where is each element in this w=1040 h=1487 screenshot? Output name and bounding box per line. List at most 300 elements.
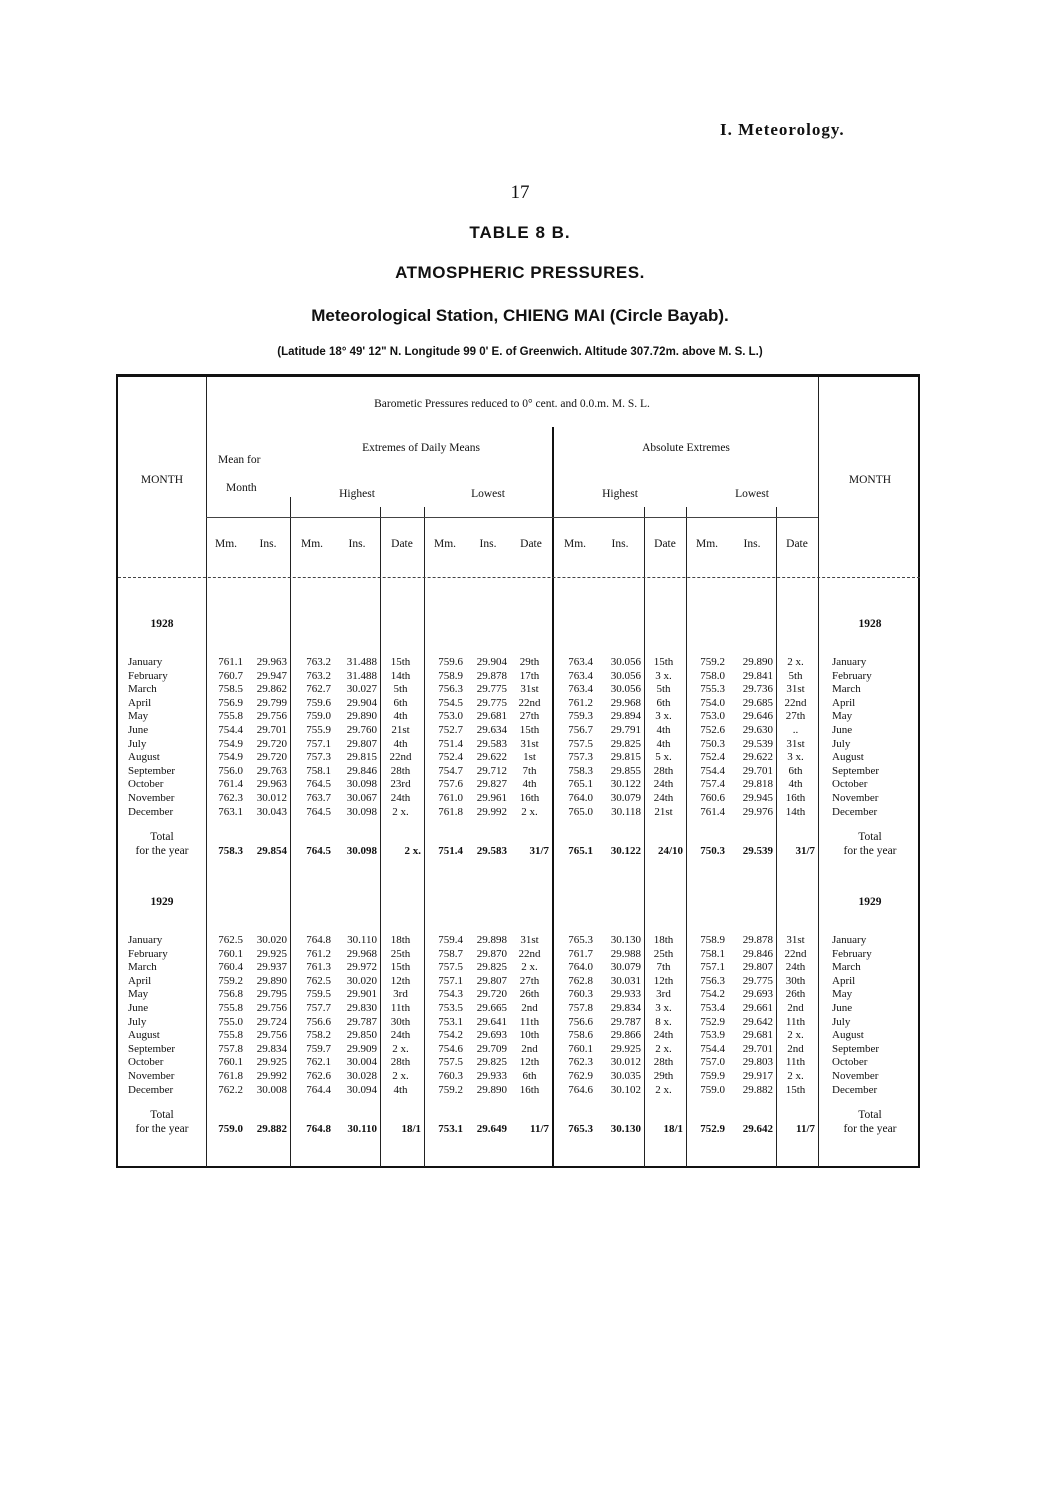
total-label: Total xyxy=(150,831,174,844)
table-cell: 764.8 xyxy=(306,934,331,946)
table-cell: 754.7 xyxy=(438,764,463,777)
table-cell: 29.901 xyxy=(346,988,377,1001)
total-cell: 29.583 xyxy=(476,845,507,858)
table-cell: 24th xyxy=(653,1029,674,1042)
table-cell: 4th xyxy=(656,737,671,750)
table-cell: 759.9 xyxy=(700,1070,725,1082)
table-cell: 764.0 xyxy=(568,961,593,974)
month-label-right: July xyxy=(832,737,851,750)
month-label-right: September xyxy=(832,1042,880,1055)
total-cell: 759.0 xyxy=(218,1123,243,1136)
table-cell: 3 x. xyxy=(787,751,804,764)
table-cell: 12th xyxy=(653,974,674,987)
table-cell: 758.3 xyxy=(568,764,593,777)
table-cell: 29.825 xyxy=(610,737,641,750)
table-cell: 762.3 xyxy=(568,1056,593,1069)
table-cell: 762.3 xyxy=(218,792,243,804)
table-cell: 29.720 xyxy=(256,751,287,764)
total-cell: 29.649 xyxy=(476,1123,507,1136)
table-cell: 762.5 xyxy=(218,934,243,946)
table-cell: 30th xyxy=(390,1015,411,1028)
table-cell: 29.909 xyxy=(346,1042,377,1055)
table-cell: 762.6 xyxy=(306,1070,331,1082)
table-cell: 762.5 xyxy=(306,974,331,987)
month-label-left: May xyxy=(128,710,149,723)
mm-header: Mm. xyxy=(214,538,238,550)
table-cell: 2 x. xyxy=(392,1070,409,1082)
table-cell: 761.8 xyxy=(218,1070,243,1082)
month-label-right: October xyxy=(832,1056,868,1069)
table-cell: 29.646 xyxy=(742,710,773,723)
total-label: Total xyxy=(858,1109,882,1122)
table-cell: 30.130 xyxy=(610,934,641,946)
table-cell: 29.815 xyxy=(346,751,377,764)
table-cell: 29.846 xyxy=(346,764,377,777)
table-cell: 4th xyxy=(393,710,408,723)
table-cell: 29.890 xyxy=(476,1083,507,1096)
table-cell: 29.630 xyxy=(742,724,773,736)
ins-header: Ins. xyxy=(743,538,761,550)
month-label-right: December xyxy=(832,805,878,818)
table-cell: 757.1 xyxy=(438,974,463,987)
table-cell: 4th xyxy=(656,724,671,736)
table-cell: 24th xyxy=(653,792,674,804)
table-cell: 29.756 xyxy=(256,1029,287,1042)
table-cell: 762.8 xyxy=(568,974,593,987)
month-label-left: April xyxy=(128,696,152,709)
table-cell: 29.882 xyxy=(742,1083,773,1096)
table-cell: 30.094 xyxy=(346,1083,377,1096)
month-label-right: November xyxy=(832,792,879,804)
table-cell: 3 x. xyxy=(655,669,672,682)
table-cell: 763.2 xyxy=(306,669,331,682)
total-cell: 764.8 xyxy=(306,1123,331,1136)
table-cell: 29.850 xyxy=(346,1029,377,1042)
table-cell: 24th xyxy=(653,778,674,791)
month-label-left: June xyxy=(128,724,149,736)
table-cell: 754.4 xyxy=(218,724,243,736)
month-label-left: May xyxy=(128,988,149,1001)
table-cell: 30.098 xyxy=(346,805,377,818)
mm-header: Mm. xyxy=(563,538,587,550)
table-cell: 18th xyxy=(653,934,674,946)
month-label-right: June xyxy=(832,724,853,736)
table-cell: 5th xyxy=(656,683,671,696)
month-label-right: April xyxy=(832,974,856,987)
table-cell: 752.9 xyxy=(700,1015,725,1028)
table-cell: 29.988 xyxy=(610,947,641,960)
table-cell: 2 x. xyxy=(392,805,409,818)
table-cell: 15th xyxy=(390,961,411,974)
table-cell: 21st xyxy=(654,805,673,818)
table-cell: 29.963 xyxy=(256,778,287,791)
date-header: Date xyxy=(786,538,808,550)
table-cell: 29.904 xyxy=(346,696,377,709)
table-cell: 30.020 xyxy=(256,934,287,946)
table-cell: 759.2 xyxy=(218,974,243,987)
table-cell: 16th xyxy=(785,792,806,804)
table-cell: 31.488 xyxy=(346,656,377,668)
table-cell: 24th xyxy=(785,961,806,974)
month-label-left: October xyxy=(128,1056,164,1069)
table-cell: 759.5 xyxy=(306,988,331,1001)
table-cell: 29.818 xyxy=(742,778,773,791)
table-cell: 758.0 xyxy=(700,669,725,682)
table-cell: 762.2 xyxy=(218,1083,243,1096)
table-cell: 763.2 xyxy=(306,656,331,668)
month-label-right: December xyxy=(832,1083,878,1096)
table-cell: 753.9 xyxy=(700,1029,725,1042)
table-cell: 753.5 xyxy=(438,1002,463,1014)
table-cell: 30th xyxy=(785,974,806,987)
total-cell: 758.3 xyxy=(218,845,243,858)
table-cell: 29.976 xyxy=(742,805,773,818)
table-cell: 29.890 xyxy=(742,656,773,668)
table-cell: 29.775 xyxy=(476,696,507,709)
table-cell: 29.890 xyxy=(256,974,287,987)
table-cell: 757.7 xyxy=(306,1002,331,1014)
table-cell: 27th xyxy=(519,974,540,987)
table-cell: 29.693 xyxy=(476,1029,507,1042)
table-cell: 764.0 xyxy=(568,792,593,804)
table-cell: 26th xyxy=(785,988,806,1001)
total-cell: 30.130 xyxy=(610,1123,641,1136)
total-cell: 30.110 xyxy=(347,1123,377,1136)
month-label-left: December xyxy=(128,1083,174,1096)
table-cell: 762.1 xyxy=(306,1056,331,1069)
table-cell: 764.4 xyxy=(306,1083,331,1096)
table-cell: 757.4 xyxy=(700,778,725,791)
month-label-left: July xyxy=(128,1015,147,1028)
table-cell: 753.4 xyxy=(700,1002,725,1014)
table-cell: 764.6 xyxy=(568,1083,593,1096)
banner-header: Barometic Pressures reduced to 0° cent. and 0.0.m. M. S. L. xyxy=(374,398,650,410)
table-cell: 5th xyxy=(393,683,408,696)
table-cell: 759.0 xyxy=(700,1083,725,1096)
table-cell: 29.803 xyxy=(742,1056,773,1069)
table-cell: 3 x. xyxy=(655,1002,672,1014)
table-cell: 29.917 xyxy=(742,1070,773,1082)
table-cell: 764.5 xyxy=(306,805,331,818)
month-label-right: November xyxy=(832,1070,879,1082)
table-cell: 758.7 xyxy=(438,947,463,960)
table-cell: 29.834 xyxy=(610,1002,641,1014)
table-cell: 756.8 xyxy=(218,988,243,1001)
table-cell: 30.043 xyxy=(256,805,287,818)
table-cell: 29.775 xyxy=(476,683,507,696)
station-name: Meteorological Station, CHIENG MAI (Circle Bayab). xyxy=(311,306,729,325)
total-cell: 2 x. xyxy=(404,845,421,858)
table-cell: 29th xyxy=(519,656,540,668)
table-cell: 29.665 xyxy=(476,1002,507,1014)
table-cell: 26th xyxy=(519,988,540,1001)
table-cell: 30.004 xyxy=(346,1056,377,1069)
month-label-left: October xyxy=(128,778,164,791)
table-cell: 29.701 xyxy=(742,764,773,777)
table-cell: 29.870 xyxy=(476,947,507,960)
table-cell: 16th xyxy=(519,1083,540,1096)
table-cell: 5th xyxy=(788,669,803,682)
table-cell: 757.0 xyxy=(700,1056,725,1069)
month-label-right: July xyxy=(832,1015,851,1028)
table-cell: 2 x. xyxy=(787,1029,804,1042)
table-cell: 763.4 xyxy=(568,669,593,682)
table-label: TABLE 8 B. xyxy=(469,223,571,242)
mm-header: Mm. xyxy=(433,538,457,550)
table-title: ATMOSPHERIC PRESSURES. xyxy=(395,263,645,282)
table-cell: 2nd xyxy=(787,1042,804,1055)
table-cell: 29.841 xyxy=(742,669,773,682)
absolute-extremes-header: Absolute Extremes xyxy=(642,442,730,454)
table-cell: 22nd xyxy=(784,696,807,709)
table-cell: 29.701 xyxy=(256,724,287,736)
table-cell: 760.7 xyxy=(218,669,243,682)
total-cell: 765.1 xyxy=(568,845,593,858)
table-cell: 29.937 xyxy=(256,961,287,974)
table-cell: 754.6 xyxy=(438,1042,463,1055)
table-cell: 30.098 xyxy=(346,778,377,791)
total-cell: 30.098 xyxy=(346,845,377,858)
year-label-right: 1928 xyxy=(858,618,882,630)
table-cell: 29.961 xyxy=(476,792,507,804)
total-cell: 29.642 xyxy=(742,1123,773,1136)
table-cell: 29.685 xyxy=(742,696,773,709)
table-cell: 756.7 xyxy=(568,724,593,736)
table-cell: 18th xyxy=(390,934,411,946)
table-cell: 2nd xyxy=(521,1042,538,1055)
table-cell: 757.8 xyxy=(218,1042,243,1055)
table-cell: 29.898 xyxy=(476,934,507,946)
mm-header: Mm. xyxy=(695,538,719,550)
table-cell: 2 x. xyxy=(521,805,538,818)
coordinates-line: (Latitude 18° 49' 12" N. Longitude 99 0' E. of Greenwich. Altitude 307.72m. above M. S. L.) xyxy=(277,346,763,358)
table-cell: 2 x. xyxy=(787,1070,804,1082)
table-cell: 6th xyxy=(393,696,408,709)
table-cell: 29.724 xyxy=(256,1015,287,1028)
table-cell: 23rd xyxy=(390,778,411,791)
total-label: Total xyxy=(150,1109,174,1122)
table-cell: 759.6 xyxy=(438,656,463,668)
total-label: Total xyxy=(858,831,882,844)
total-cell: 752.9 xyxy=(700,1123,725,1136)
table-cell: 30.079 xyxy=(610,792,641,804)
table-cell: 759.7 xyxy=(306,1042,331,1055)
table-cell: 30.012 xyxy=(610,1056,641,1069)
table-cell: 29.830 xyxy=(346,1002,377,1014)
table-cell: 757.3 xyxy=(568,751,593,764)
table-cell: 16th xyxy=(519,792,540,804)
table-cell: 754.2 xyxy=(438,1029,463,1042)
table-cell: 757.5 xyxy=(568,737,593,750)
table-cell: 21st xyxy=(391,724,410,736)
mean-for-header: Mean for xyxy=(218,454,261,466)
table-cell: 765.1 xyxy=(568,778,593,791)
table-cell: 30.056 xyxy=(610,683,641,696)
table-cell: 757.5 xyxy=(438,961,463,974)
month-label-left: December xyxy=(128,805,174,818)
table-cell: 6th xyxy=(788,764,803,777)
table-cell: 29.807 xyxy=(742,961,773,974)
table-cell: 31st xyxy=(520,683,539,696)
table-cell: 757.6 xyxy=(438,778,463,791)
table-cell: 4th xyxy=(393,737,408,750)
table-cell: 29.701 xyxy=(742,1042,773,1055)
table-cell: 27th xyxy=(519,710,540,723)
table-cell: 764.5 xyxy=(306,778,331,791)
table-cell: 758.5 xyxy=(218,683,243,696)
table-cell: 29.866 xyxy=(610,1029,641,1042)
table-cell: 760.3 xyxy=(568,988,593,1001)
month-label-right: September xyxy=(832,764,880,777)
table-cell: 29th xyxy=(653,1070,674,1082)
table-cell: 29.634 xyxy=(476,724,507,736)
month-label-right: February xyxy=(832,669,872,682)
table-cell: 29.968 xyxy=(346,947,377,960)
table-cell: 757.5 xyxy=(438,1056,463,1069)
table-cell: 758.1 xyxy=(700,947,725,960)
table-cell: 29.709 xyxy=(476,1042,507,1055)
table-cell: 30.056 xyxy=(610,656,641,668)
total-cell: 30.122 xyxy=(610,845,641,858)
table-cell: 763.7 xyxy=(306,792,331,804)
date-header: Date xyxy=(654,538,676,550)
month-label-right: October xyxy=(832,778,868,791)
month-label-right: January xyxy=(832,656,867,668)
table-cell: 754.9 xyxy=(218,737,243,750)
total-cell: 751.4 xyxy=(438,845,463,858)
table-cell: 6th xyxy=(656,696,671,709)
table-cell: 756.6 xyxy=(568,1015,593,1028)
table-cell: 15th xyxy=(785,1083,806,1096)
table-cell: 755.8 xyxy=(218,710,243,723)
table-cell: 22nd xyxy=(784,947,807,960)
table-cell: 15th xyxy=(653,656,674,668)
month-subheader: Month xyxy=(226,482,257,494)
table-cell: 29.720 xyxy=(256,737,287,750)
table-cell: 29.641 xyxy=(476,1015,507,1028)
table-cell: 2nd xyxy=(787,1002,804,1014)
table-cell: 751.4 xyxy=(438,737,463,750)
year-label-left: 1928 xyxy=(150,618,174,630)
table-cell: 22nd xyxy=(518,947,541,960)
table-cell: 12th xyxy=(519,1056,540,1069)
table-cell: 28th xyxy=(653,764,674,777)
table-cell: 30.067 xyxy=(346,792,377,804)
table-cell: 760.1 xyxy=(218,1056,243,1069)
table-cell: 759.6 xyxy=(306,696,331,709)
extremes-daily-header: Extremes of Daily Means xyxy=(362,442,480,454)
table-cell: 31st xyxy=(520,934,539,946)
table-cell: 4th xyxy=(788,778,803,791)
table-cell: 25th xyxy=(653,947,674,960)
table-cell: 760.6 xyxy=(700,792,725,804)
table-cell: 2 x. xyxy=(392,1042,409,1055)
table-cell: 29.815 xyxy=(610,751,641,764)
table-cell: 29.799 xyxy=(256,696,287,709)
month-label-left: September xyxy=(128,1042,176,1055)
table-cell: 2 x. xyxy=(655,1083,672,1096)
month-label-right: August xyxy=(832,751,864,764)
highest-header-daily: Highest xyxy=(339,488,375,500)
data-table xyxy=(116,374,920,1168)
table-cell: 29.583 xyxy=(476,737,507,750)
table-cell: 12th xyxy=(390,974,411,987)
table-cell: 2 x. xyxy=(787,656,804,668)
total-cell: 24/10 xyxy=(657,845,683,858)
table-cell: 756.3 xyxy=(438,683,463,696)
highest-header-absolute: Highest xyxy=(602,488,638,500)
table-cell: 4th xyxy=(522,778,537,791)
date-header: Date xyxy=(520,538,542,550)
total-label: for the year xyxy=(843,845,897,858)
table-cell: 31st xyxy=(786,934,805,946)
table-cell: 755.9 xyxy=(306,724,331,736)
table-cell: 29.878 xyxy=(476,669,507,682)
table-cell: 11th xyxy=(785,1056,806,1069)
table-cell: 752.4 xyxy=(700,751,725,764)
table-cell: 28th xyxy=(390,1056,411,1069)
table-cell: 1st xyxy=(523,751,536,764)
table-cell: 29.827 xyxy=(476,778,507,791)
table-cell: 29.825 xyxy=(476,1056,507,1069)
mm-header: Mm. xyxy=(300,538,324,550)
table-cell: 29.622 xyxy=(476,751,507,764)
table-cell: 30.079 xyxy=(610,961,641,974)
total-cell: 765.3 xyxy=(568,1123,593,1136)
table-cell: 30.008 xyxy=(256,1083,287,1096)
table-cell: 29.825 xyxy=(476,961,507,974)
month-header-left: MONTH xyxy=(140,474,184,486)
table-cell: 759.0 xyxy=(306,710,331,723)
table-cell: 7th xyxy=(522,764,537,777)
month-label-left: July xyxy=(128,737,147,750)
table-cell: 30.056 xyxy=(610,669,641,682)
month-label-right: May xyxy=(832,988,853,1001)
table-cell: 29.855 xyxy=(610,764,641,777)
table-cell: 763.1 xyxy=(218,805,243,818)
table-cell: 29.925 xyxy=(610,1042,641,1055)
total-cell: 29.854 xyxy=(256,845,287,858)
total-cell: 753.1 xyxy=(438,1123,463,1136)
table-cell: 29.862 xyxy=(256,683,287,696)
ins-header: Ins. xyxy=(479,538,497,550)
table-cell: 760.1 xyxy=(218,947,243,960)
table-cell: 765.3 xyxy=(568,934,593,946)
month-label-right: June xyxy=(832,1002,853,1014)
total-cell: 764.5 xyxy=(306,845,331,858)
ins-header: Ins. xyxy=(259,538,277,550)
table-cell: 755.8 xyxy=(218,1002,243,1014)
table-cell: 752.7 xyxy=(438,724,463,736)
table-cell: 758.2 xyxy=(306,1029,331,1042)
table-cell: 22nd xyxy=(389,751,412,764)
total-cell: 31/7 xyxy=(795,845,815,858)
table-cell: 15th xyxy=(519,724,540,736)
page-number: 17 xyxy=(510,182,530,203)
table-cell: 11th xyxy=(785,1015,806,1028)
total-label: for the year xyxy=(135,1123,189,1136)
table-cell: 761.3 xyxy=(306,961,331,974)
table-cell: 754.5 xyxy=(438,696,463,709)
table-cell: 29.539 xyxy=(742,737,773,750)
table-cell: 30.031 xyxy=(610,974,641,987)
table-cell: 30.110 xyxy=(347,934,377,946)
table-cell: 5 x. xyxy=(655,751,672,764)
table-cell: 761.7 xyxy=(568,947,593,960)
month-label-left: January xyxy=(128,656,163,668)
month-label-left: August xyxy=(128,751,160,764)
table-cell: 31st xyxy=(786,683,805,696)
